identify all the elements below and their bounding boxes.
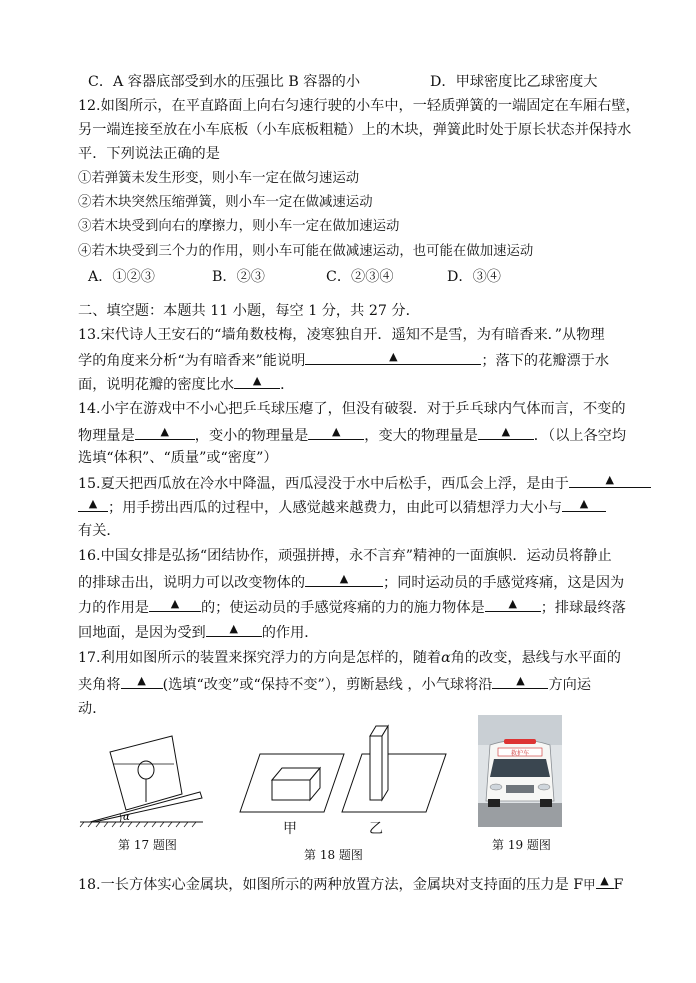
answer-blank[interactable]: ▲ bbox=[305, 350, 481, 365]
q12-option-d: D．③④ bbox=[447, 269, 501, 285]
q17-line2: 夹角将 ▲ (选填“改变”或“保持不变”），剪断悬线 ，小气球将沿 ▲ 方向运 bbox=[78, 674, 592, 693]
q12-option-a: A．①②③ bbox=[88, 269, 155, 285]
answer-blank[interactable]: ▲ bbox=[149, 597, 201, 612]
answer-blank[interactable]: ▲ bbox=[308, 425, 364, 440]
q16-line3: 力的作用是 ▲ 的；使运动员的手感觉疼痛的力的施力物体是 ▲ ；排球最终落 bbox=[78, 597, 626, 616]
answer-blank[interactable]: ▲ bbox=[234, 374, 280, 389]
fig18-caption: 第 18 题图 bbox=[304, 848, 363, 862]
q11-option-c: C．A 容器底部受到水的压强比 B 容器的小 bbox=[88, 74, 361, 90]
answer-blank[interactable]: ▲ bbox=[596, 874, 614, 889]
q12-statement-4: ④若木块受到三个力的作用，则小车可能在做减速运动，也可能在做加速运动 bbox=[78, 244, 534, 259]
fig19-sign-text: 救护车 bbox=[510, 750, 530, 757]
answer-blank[interactable]: ▲ bbox=[492, 674, 548, 689]
q12-stem-line1: 12.如图所示，在平直路面上向右匀速行驶的小车中，一轻质弹簧的一端固定在车厢右壁， bbox=[78, 98, 640, 114]
q13-line1: 13.宋代诗人王安石的“墙角数枝梅，凌寒独自开．遥知不是雪，为有暗香来．”从物理 bbox=[78, 327, 605, 343]
q15-line3: 有关． bbox=[78, 523, 121, 539]
answer-blank[interactable]: ▲ bbox=[206, 622, 262, 637]
fig18-block-diagram bbox=[232, 722, 464, 822]
q13-line3: 面，说明花瓣的密度比水 ▲ ． bbox=[78, 374, 295, 393]
q17-line3: 动． bbox=[78, 701, 107, 717]
answer-blank[interactable]: ▲ bbox=[78, 497, 108, 512]
q18-line1: 18.一长方体实心金属块，如图所示的两种放置方法，金属块对支持面的压力是 F甲 ▲ F bbox=[78, 874, 624, 893]
fig19-ambulance-photo bbox=[478, 715, 562, 827]
answer-blank[interactable]: ▲ bbox=[562, 497, 606, 512]
fig19-caption: 第 19 题图 bbox=[492, 838, 551, 852]
answer-blank[interactable]: ▲ bbox=[485, 597, 541, 612]
answer-blank[interactable]: ▲ bbox=[478, 425, 534, 440]
fig17-caption: 第 17 题图 bbox=[118, 838, 177, 852]
q16-line2: 的排球击出，说明力可以改变物体的 ▲ ；同时运动员的手感觉疼痛，这是因为 bbox=[78, 572, 625, 591]
q11-option-d: D．甲球密度比乙球密度大 bbox=[430, 74, 598, 90]
answer-blank[interactable]: ▲ bbox=[305, 572, 383, 587]
q12-option-b: B．②③ bbox=[212, 269, 265, 285]
q17-line1: 17.利用如图所示的装置来探究浮力的方向是怎样的，随着α角的改变，悬线与水平面的 bbox=[78, 650, 621, 666]
q12-option-c: C．②③④ bbox=[326, 269, 394, 285]
q13-line2: 学的角度来分析“为有暗香来”能说明 ▲ ；落下的花瓣漂于水 bbox=[78, 350, 610, 369]
fig17-beaker-incline bbox=[78, 730, 208, 830]
q12-stem-line2: 另一端连接至放在小车底板（小车底板粗糙）上的木块，弹簧此时处于原长状态并保持水 bbox=[78, 122, 632, 138]
ambulance-icon bbox=[478, 715, 562, 827]
q15-line1: 15.夏天把西瓜放在冷水中降温，西瓜浸没于水中后松手，西瓜会上浮，是由于 ▲ bbox=[78, 473, 651, 493]
q16-line4: 回地面，是因为受到 ▲ 的作用． bbox=[78, 622, 319, 641]
answer-blank[interactable]: ▲ bbox=[121, 674, 163, 689]
q12-statement-2: ②若木块突然压缩弹簧，则小车一定在做减速运动 bbox=[78, 195, 373, 210]
fig18-label-jia: 甲 bbox=[283, 821, 297, 837]
q12-stem-line3: 平．下列说法正确的是 bbox=[78, 146, 220, 162]
answer-blank[interactable]: ▲ bbox=[569, 473, 651, 488]
q16-line1: 16.中国女排是弘扬“团结协作，顽强拼搏，永不言弃”精神的一面旗帜．运动员将静止 bbox=[78, 548, 612, 564]
q14-line3: 选填“体积”、“质量”或“密度”） bbox=[78, 450, 278, 466]
q14-line2: 物理量是 ▲ ，变小的物理量是 ▲ ，变大的物理量是 ▲ ．（以上各空均 bbox=[78, 425, 627, 444]
section-heading: 二、填空题：本题共 11 小题，每空 1 分，共 27 分． bbox=[78, 303, 420, 319]
fig18-label-yi: 乙 bbox=[369, 821, 383, 837]
q15-line2: ▲ ；用手捞出西瓜的过程中，人感觉越来越费力，由此可以猜想浮力大小与 ▲ bbox=[78, 497, 606, 517]
answer-blank[interactable]: ▲ bbox=[135, 425, 195, 440]
fig17-angle-label: α bbox=[123, 812, 130, 823]
q12-statement-1: ①若弹簧未发生形变，则小车一定在做匀速运动 bbox=[78, 171, 360, 186]
q12-statement-3: ③若木块受到向右的摩擦力，则小车一定在做加速运动 bbox=[78, 219, 400, 234]
q14-line1: 14.小宇在游戏中不小心把乒乓球压瘪了，但没有破裂．对于乒乓球内气体而言，不变的 bbox=[78, 401, 626, 417]
